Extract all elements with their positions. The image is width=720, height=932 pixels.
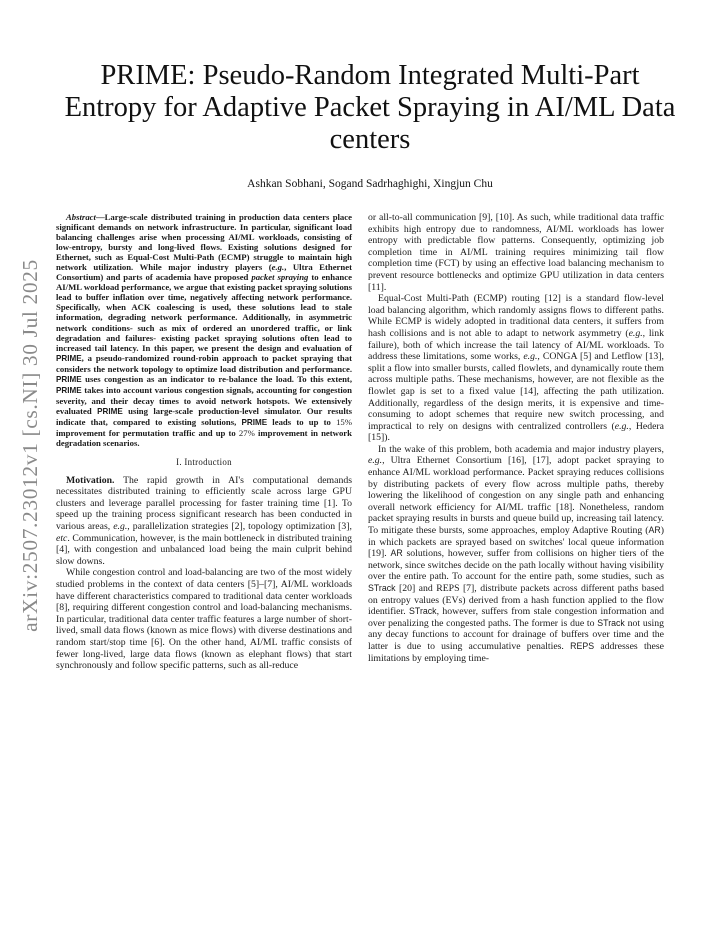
paper-authors: Ashkan Sobhani, Sogand Sadrhaghighi, Xingjun Chu <box>247 178 493 190</box>
left-column <box>56 212 352 672</box>
abstract-label: Abstract <box>66 212 96 222</box>
paragraph-motivation: Motivation. The rapid growth in AI's computational demands necessitates distributed training to efficiently scale across large GPU clusters and leverage parallel processing for faster training time [1]. To speed up the training process significant research has been conducted in various areas, e.g., parallelization strategies [2], topology optimization [3], etc. Communication, however, is the main bottleneck in distributed training [4], with congestion and unbalanced load being the main culprit behind slow downs. <box>56 474 352 567</box>
paragraph-ecmp: Equal-Cost Multi-Path (ECMP) routing [12] is a standard flow-level load balancing algorithm, which randomly assigns flows to different paths. While ECMP is widely adopted in traditional data centers, it suffers from hash collisions and is not able to adapt to network asymmetry (e.g., link failure), both of which increase the tail latency of AI/ML workloads. To address these limitations, some works, e.g., CONGA [5] and Letflow [13], split a flow into smaller bursts, called flowlets, and dynamically route them across multiple paths. These mechanisms, however, are not flexible as the flowlet gap is set to a fixed value [14], affecting the path utilization. Additionally, regardless of the design merits, it is expensive and time-consuming to adopt schemes that require new switch processing, and impractical to rely on designs with centralized controllers (e.g., Hedera [15]). <box>368 293 665 444</box>
paper-title: PRIME: Pseudo-Random Integrated Multi-Part Entropy for Adaptive Packet Spraying in AI/ML Data centers <box>64 60 676 155</box>
paragraph-entropy: or all-to-all communication [9], [10]. As such, while traditional data traffic exhibits high entropy due to randomness, AI/ML workloads has lower entropy with predictable flow patterns. Consequently, optimizing job completion time in AI/ML training requires minimizing tail flow completion time (FCT) by using an effective load balancing mechanism to prevent resource bottlenecks and optimize GPU utilization in data centers [11]. <box>368 212 664 293</box>
arxiv-identifier-stamp <box>10 165 50 725</box>
section-heading-introduction: I. Introduction <box>176 457 232 468</box>
arxiv-identifier-text: arXiv:2507.23012v1 [cs.NI] 30 Jul 2025 <box>17 258 42 632</box>
right-column <box>368 212 664 664</box>
paragraph-workloads: While congestion control and load-balancing are two of the most widely studied problems in the context of data centers [5]–[7], AI/ML workloads have different characteristics compared to traditional data center workloads [8], requiring different congestion control and load-balancing mechanisms. In particular, traditional data center traffic features a large number of short-lived, small data flows (known as mice flows) with diverse destinations and random start/stop time [6]. On the other hand, AI/ML traffic consists of fewer long-lived, large data flows (known as elephant flows) that start synchronously and follow specific patterns, such as all-reduce <box>56 567 352 672</box>
paragraph-packet-spraying: In the wake of this problem, both academia and major industry players, e.g., Ultra Ethernet Consortium [16], [17], adopt packet spraying to enhance AI/ML workload performance. Packet spraying reduces collisions by distributing packets of every flow across multiple paths, thereby lowering the likelihood of congestion on any single path and enhancing overall network efficiency for AI/ML traffic [18]. Nonetheless, random packet spraying results in bursts and queue build up, increasing tail latency. To mitigate these bursts, some approaches, employ Adaptive Routing (AR) in which packets are sprayed based on switches' local queue information [19]. AR solutions, however, suffer from collisions on higher tiers of the network, since switches decide on the path locally without having visibility over the entire path. To account for the entire path, some studies, such as STrack [20] and REPS [7], distribute packets across different paths based on entropy values (EVs) derived from a hash function applied to the flow identifier. STrack, however, suffers from stale congestion information and over penalizing the congested paths. The former is due to STrack not using any decay functions to account for drainage of buffers over time and the latter is due to using accumulative penalties. REPS addresses these limitations by employing time- <box>368 443 664 664</box>
prime-name: PRIME <box>56 353 82 363</box>
abstract: Abstract—Large-scale distributed training in production data centers place significant demands on network infrastructure. In particular, significant load balancing challenges arise when processing AI/ML workloads, consisting of low-entropy, bursty and long-lived flows. Existing solutions designed for Ethernet, such as Equal-Cost Multi-Path (ECMP) struggle to maintain high network utilization. While major industry players (e.g., Ultra Ethernet Consortium) and parts of academia have proposed packet spraying to enhance AI/ML workload performance, we argue that existing packet spraying solutions lead to buffer inflation over time, negatively affecting network performance. Specifically, when ACK coalescing is used, these solutions lead to stale information, degrading network performance. Additionally, in asymmetric network conditions- such as mix of ordered an unordered traffic, or link degradation and failures- existing packet spraying solutions often lead to increased tail latency. In this paper, we present the design and evaluation of PRIME, a pseudo-randomized round-robin approach to packet spraying that considers the network topology to optimize load distribution and performance. PRIME uses congestion as an indicator to re-balance the load. To this extent, PRIME takes into account various congestion signals, accounting for congestion severity, and their decay times to avoid network hotspots. We extensively evaluated PRIME using large-scale production-level simulator. Our results indicate that, compared to existing solutions, PRIME leads to up to 15% improvement for permutation traffic and up to 27% improvement in network degradation scenarios. <box>56 212 353 449</box>
motivation-label: Motivation. <box>66 474 115 486</box>
